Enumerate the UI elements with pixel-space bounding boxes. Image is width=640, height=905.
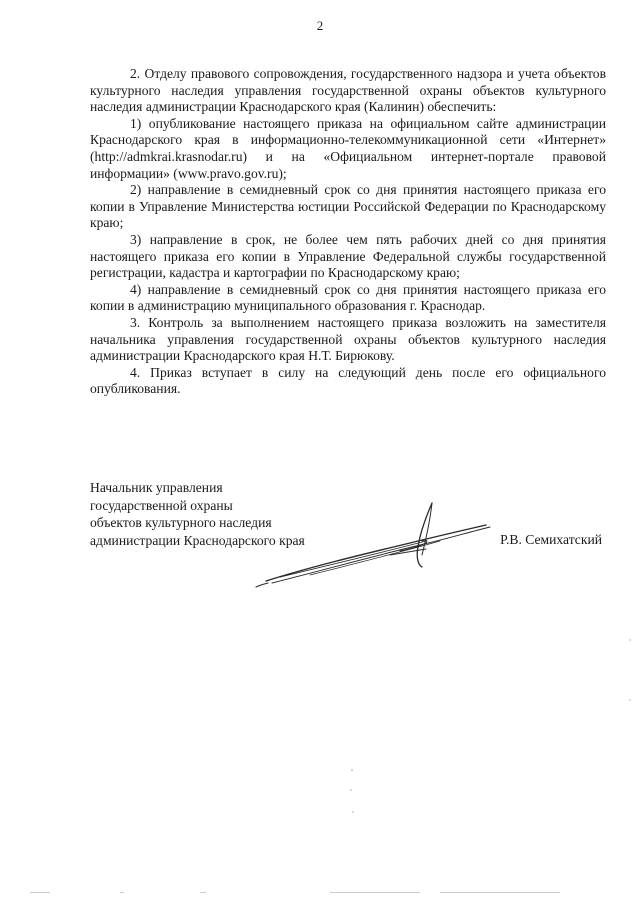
signer-title-line: Начальник управления bbox=[90, 480, 223, 495]
paragraph-2-item-3: 3) направление в срок, не более чем пять рабочих дней со дня принятия настоящего приказа его копии в Управление Федеральной службы государственной регистрации, кадастра и картографии по Краснодарскому краю; bbox=[90, 231, 606, 281]
signer-name: Р.В. Семихатский bbox=[500, 532, 602, 547]
signer-title-line: администрации Краснодарского края bbox=[90, 532, 305, 548]
paragraph-4-effective-date: 4. Приказ вступает в силу на следующий день после его официального опубликования. bbox=[90, 364, 606, 397]
paragraph-2-item-4: 4) направление в семидневный срок со дня принятия настоящего приказа его копии в администрацию муниципального образования г. Краснодар. bbox=[90, 281, 606, 314]
signature-scribble-icon bbox=[250, 495, 500, 595]
paragraph-2-item-2: 2) направление в семидневный срок со дня принятия настоящего приказа его копии в Управление Министерства юстиции Российской Федерации по Краснодарскому краю; bbox=[90, 182, 606, 231]
page-number: 2 bbox=[316, 18, 324, 33]
signer-title-line: государственной охраны bbox=[90, 497, 233, 513]
signer-title-line: объектов культурного наследия bbox=[90, 515, 272, 531]
paragraph-2-instructions: 2. Отделу правового сопровождения, государственного надзора и учета объектов культурного наследия управления государственной охраны объектов культурного наследия администрации Краснодарского края (Калинин) обеспечить: bbox=[90, 66, 606, 115]
paragraph-3-control: 3. Контроль за выполнением настоящего приказа возложить на заместителя начальника управления государственной охраны объектов культурного наследия администрации Краснодарского края Н.Т. Бирюкову. bbox=[90, 314, 606, 364]
document-body bbox=[90, 66, 606, 398]
paragraph-2-item-1: 1) опубликование настоящего приказа на официальном сайте администрации Краснодарского края в информационно-телекоммуникационной сети «Интернет» (http://admkrai.krasnodar.ru) и на «Официальном интернет-портале правовой информации» (www.pravo.gov.ru); bbox=[90, 115, 606, 181]
